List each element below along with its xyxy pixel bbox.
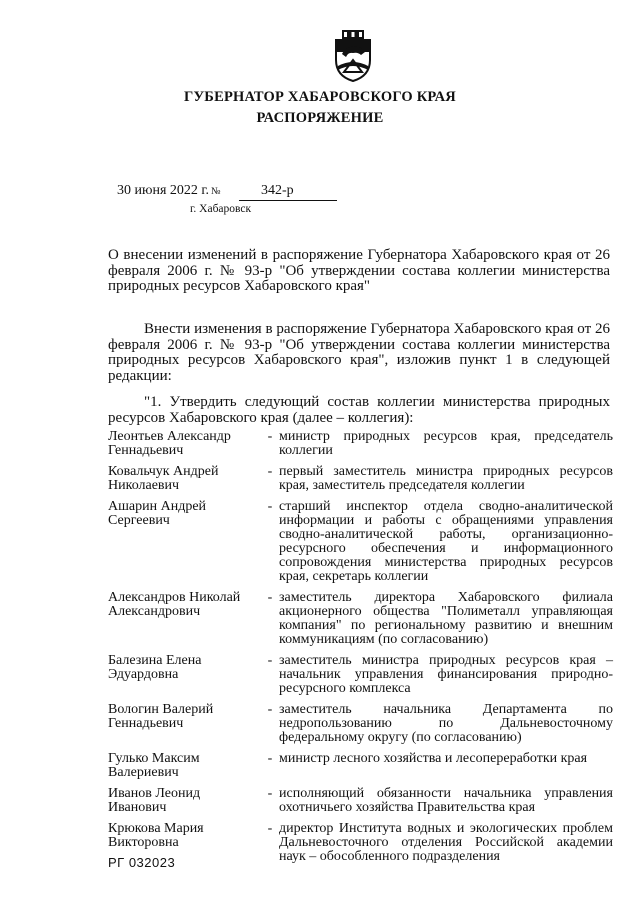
member-dash: - xyxy=(267,429,273,444)
member-dash: - xyxy=(267,464,273,479)
member-dash: - xyxy=(267,499,273,514)
member-role: заместитель министра природных ресурсов края – начальник управления финансирования природно-ресурсного комплекса xyxy=(279,653,613,696)
body-paragraph-2-text: "1. Утвердить следующий состав коллегии министерства природных ресурсов Хабаровского края (далее – коллегия): xyxy=(108,394,610,426)
body-paragraph-2 xyxy=(108,395,610,426)
document-subject: О внесении изменений в распоряжение Губернатора Хабаровского края от 26 февраля 2006 г. № 93-р "Об утверждении состава коллегии министерства природных ресурсов Хабаровского края" xyxy=(108,247,610,294)
member-name: Крюкова Мария Викторовна xyxy=(108,821,204,850)
member-row xyxy=(108,787,613,815)
member-row xyxy=(108,752,613,780)
member-row xyxy=(108,430,613,458)
member-name: Вологин Валерий Геннадьевич xyxy=(108,702,214,731)
body-paragraph-1 xyxy=(108,322,610,384)
member-dash: - xyxy=(267,590,273,605)
member-role: старший инспектор отдела сводно-аналитической информации и работы с обращениями управления сводно-аналитической работы, организационно-ресурсного обеспечения и информационного сопровождения министерства природных ресурсов края, секретарь коллегии xyxy=(279,499,613,584)
member-role: первый заместитель министра природных ресурсов края, заместитель председателя коллегии xyxy=(279,464,613,493)
body-paragraph-1-text: Внести изменения в распоряжение Губернатора Хабаровского края от 26 февраля 2006 г. № 93-р "Об утверждении состава коллегии министерства природных ресурсов Хабаровского края", изложив пункт 1 в следующей редакции: xyxy=(108,321,610,384)
member-name: Гулько Максим Валериевич xyxy=(108,751,200,780)
member-row xyxy=(108,500,613,584)
member-row xyxy=(108,465,613,493)
number-underline xyxy=(239,200,337,201)
member-role: министр лесного хозяйства и лесопереработки края xyxy=(279,751,588,766)
document-type-title: РАСПОРЯЖЕНИЕ xyxy=(256,110,384,126)
issuer-title: ГУБЕРНАТОР ХАБАРОВСКОГО КРАЯ xyxy=(184,89,456,105)
member-role: заместитель начальника Департамента по недропользованию по Дальневосточному федеральному округу (по согласованию) xyxy=(279,702,613,745)
member-role: министр природных ресурсов края, председатель коллегии xyxy=(279,429,613,458)
member-name: Иванов Леонид Иванович xyxy=(108,786,201,815)
member-dash: - xyxy=(267,821,273,836)
document-number: 342-р xyxy=(261,183,294,198)
form-code: РГ 032023 xyxy=(108,855,176,870)
member-dash: - xyxy=(267,653,273,668)
member-role: директор Института водных и экологических проблем Дальневосточного отделения Российской академии наук – обособленного подразделения xyxy=(279,821,613,864)
member-name: Ашарин Андрей Сергеевич xyxy=(108,499,207,528)
member-row xyxy=(108,654,613,696)
member-row xyxy=(108,703,613,745)
member-role: исполняющий обязанности начальника управления охотничьего хозяйства Правительства края xyxy=(279,786,613,815)
document-city: г. Хабаровск xyxy=(190,203,252,215)
number-sign: № xyxy=(211,186,221,197)
document-date: 30 июня 2022 г. xyxy=(117,183,210,198)
member-dash: - xyxy=(267,751,273,766)
member-row xyxy=(108,591,613,647)
member-name: Балезина Елена Эдуардовна xyxy=(108,653,202,682)
member-row xyxy=(108,822,613,864)
member-dash: - xyxy=(267,786,273,801)
member-name: Александров Николай Александрович xyxy=(108,590,241,619)
member-name: Леонтьев Александр Геннадьевич xyxy=(108,429,231,458)
member-role: заместитель директора Хабаровского филиала акционерного общества "Полиметалл управляющая компания" по региональному развитию и внешним коммуникациям (по согласованию) xyxy=(279,590,613,647)
member-name: Ковальчук Андрей Николаевич xyxy=(108,464,219,493)
member-dash: - xyxy=(267,702,273,717)
commission-member-list xyxy=(108,430,613,871)
coat-of-arms-icon xyxy=(328,30,378,82)
